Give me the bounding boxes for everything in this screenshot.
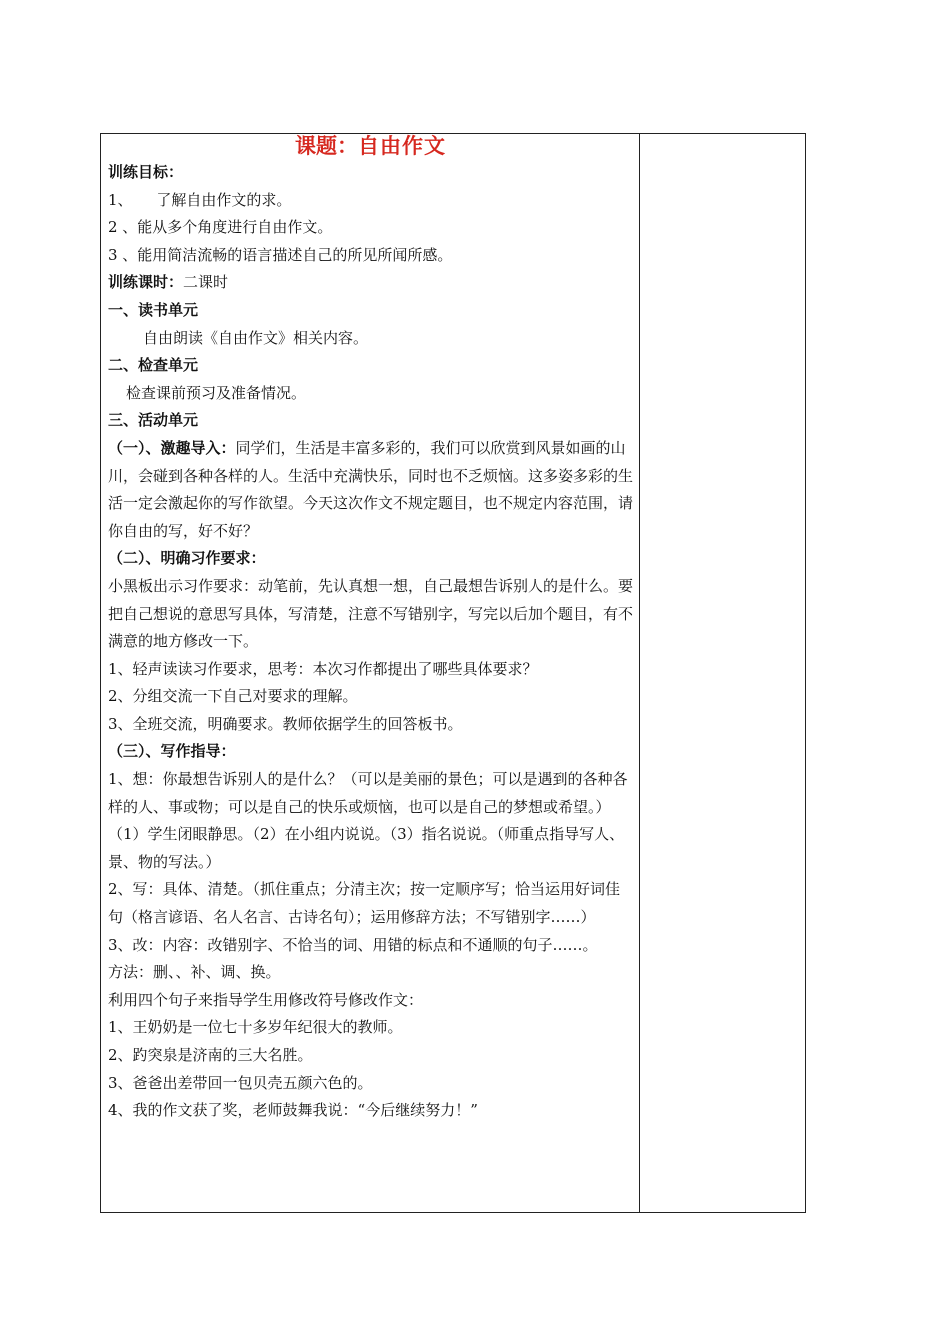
part1-paragraph (108, 435, 633, 545)
part2-text: 小黑板出示习作要求：动笔前，先认真想一想，自己最想告诉别人的是什么。要把自己想说的意思写具体，写清楚，注意不写错别字，写完以后加个题目，有不满意的地方修改一下。 (108, 576, 634, 651)
part3-intro: 利用四个句子来指导学生用修改符号修改作文： (108, 990, 424, 1009)
lesson-content (108, 133, 633, 1125)
unit1-text: 自由朗读《自由作文》相关内容。 (143, 328, 369, 347)
part3-think: 1、想：你最想告诉别人的是什么？（可以是美丽的景色；可以是遇到的各种各样的人、事或物；可以是自己的快乐或烦恼，也可以是自己的梦想或希望。） (108, 770, 628, 816)
sentence-1: 1、王奶奶是一位七十多岁年纪很大的教师。 (108, 1018, 403, 1037)
part2-heading: （二）、明确习作要求： (108, 549, 266, 568)
goals-heading: 训练目标： (108, 163, 184, 181)
part2-step-3: 3、全班交流，明确要求。教师依据学生的回答板书。 (108, 714, 463, 733)
part2-step-1: 1、轻声读读习作要求，思考：本次习作都提出了哪些具体要求？ (108, 659, 538, 678)
hours-label: 训练课时： (108, 273, 184, 292)
goal-item-3: 3 、能用简洁流畅的语言描述自己的所见所闻所感。 (108, 245, 453, 264)
unit2-text: 检查课前预习及准备情况。 (126, 383, 307, 402)
unit2-heading: 二、检查单元 (108, 356, 199, 375)
title-label: 课题： (295, 133, 358, 158)
part3-revise: 3、改：内容：改错别字、不恰当的词、用错的标点和不通顺的句子……。 (108, 935, 598, 954)
table-column-divider (639, 133, 640, 1213)
part2-step-2: 2、分组交流一下自己对要求的理解。 (108, 687, 358, 706)
sentence-2: 2、趵突泉是济南的三大名胜。 (108, 1046, 313, 1064)
part1-text: 同学们，生活是丰富多彩的，我们可以欣赏到风景如画的山川，会碰到各种各样的人。生活中充满快乐，同时也不乏烦恼。这多姿多彩的生活一定会激起你的写作欲望。今天这次作文不规定题目，也不规定内容范围，请你自由的写，好不好？ (108, 438, 634, 540)
hours-value: 二课时 (183, 273, 229, 292)
part1-heading: （一）、激趣导入： (108, 438, 236, 457)
unit1-heading: 一、读书单元 (108, 300, 199, 319)
title-text: 自由作文 (358, 133, 446, 158)
unit3-heading: 三、活动单元 (108, 411, 199, 430)
part3-method: 方法：删、、补、调、换。 (108, 963, 281, 982)
part3-heading: （三）、写作指导： (108, 742, 236, 761)
lesson-title (108, 133, 633, 159)
part3-write: 2、写：具体、清楚。（抓住重点；分清主次；按一定顺序写；恰当运用好词佳句（格言谚语、名人名言、古诗名句）；运用修辞方法；不写错别字……） (108, 880, 621, 927)
goal-item-1: 1、 了解自由作文的求。 (108, 190, 292, 209)
hours-row (108, 269, 633, 297)
sentence-3: 3、爸爸出差带回一包贝壳五颜六色的。 (108, 1073, 373, 1092)
sentence-4: 4、我的作文获了奖，老师鼓舞我说：“今后继续努力！” (108, 1101, 478, 1120)
goal-item-2: 2 、能从多个角度进行自由作文。 (108, 218, 333, 237)
part3-think-steps: （1）学生闭眼静思。（2）在小组内说说。（3）指名说说。（师重点指导写人、景、物的写法。） (108, 825, 625, 871)
